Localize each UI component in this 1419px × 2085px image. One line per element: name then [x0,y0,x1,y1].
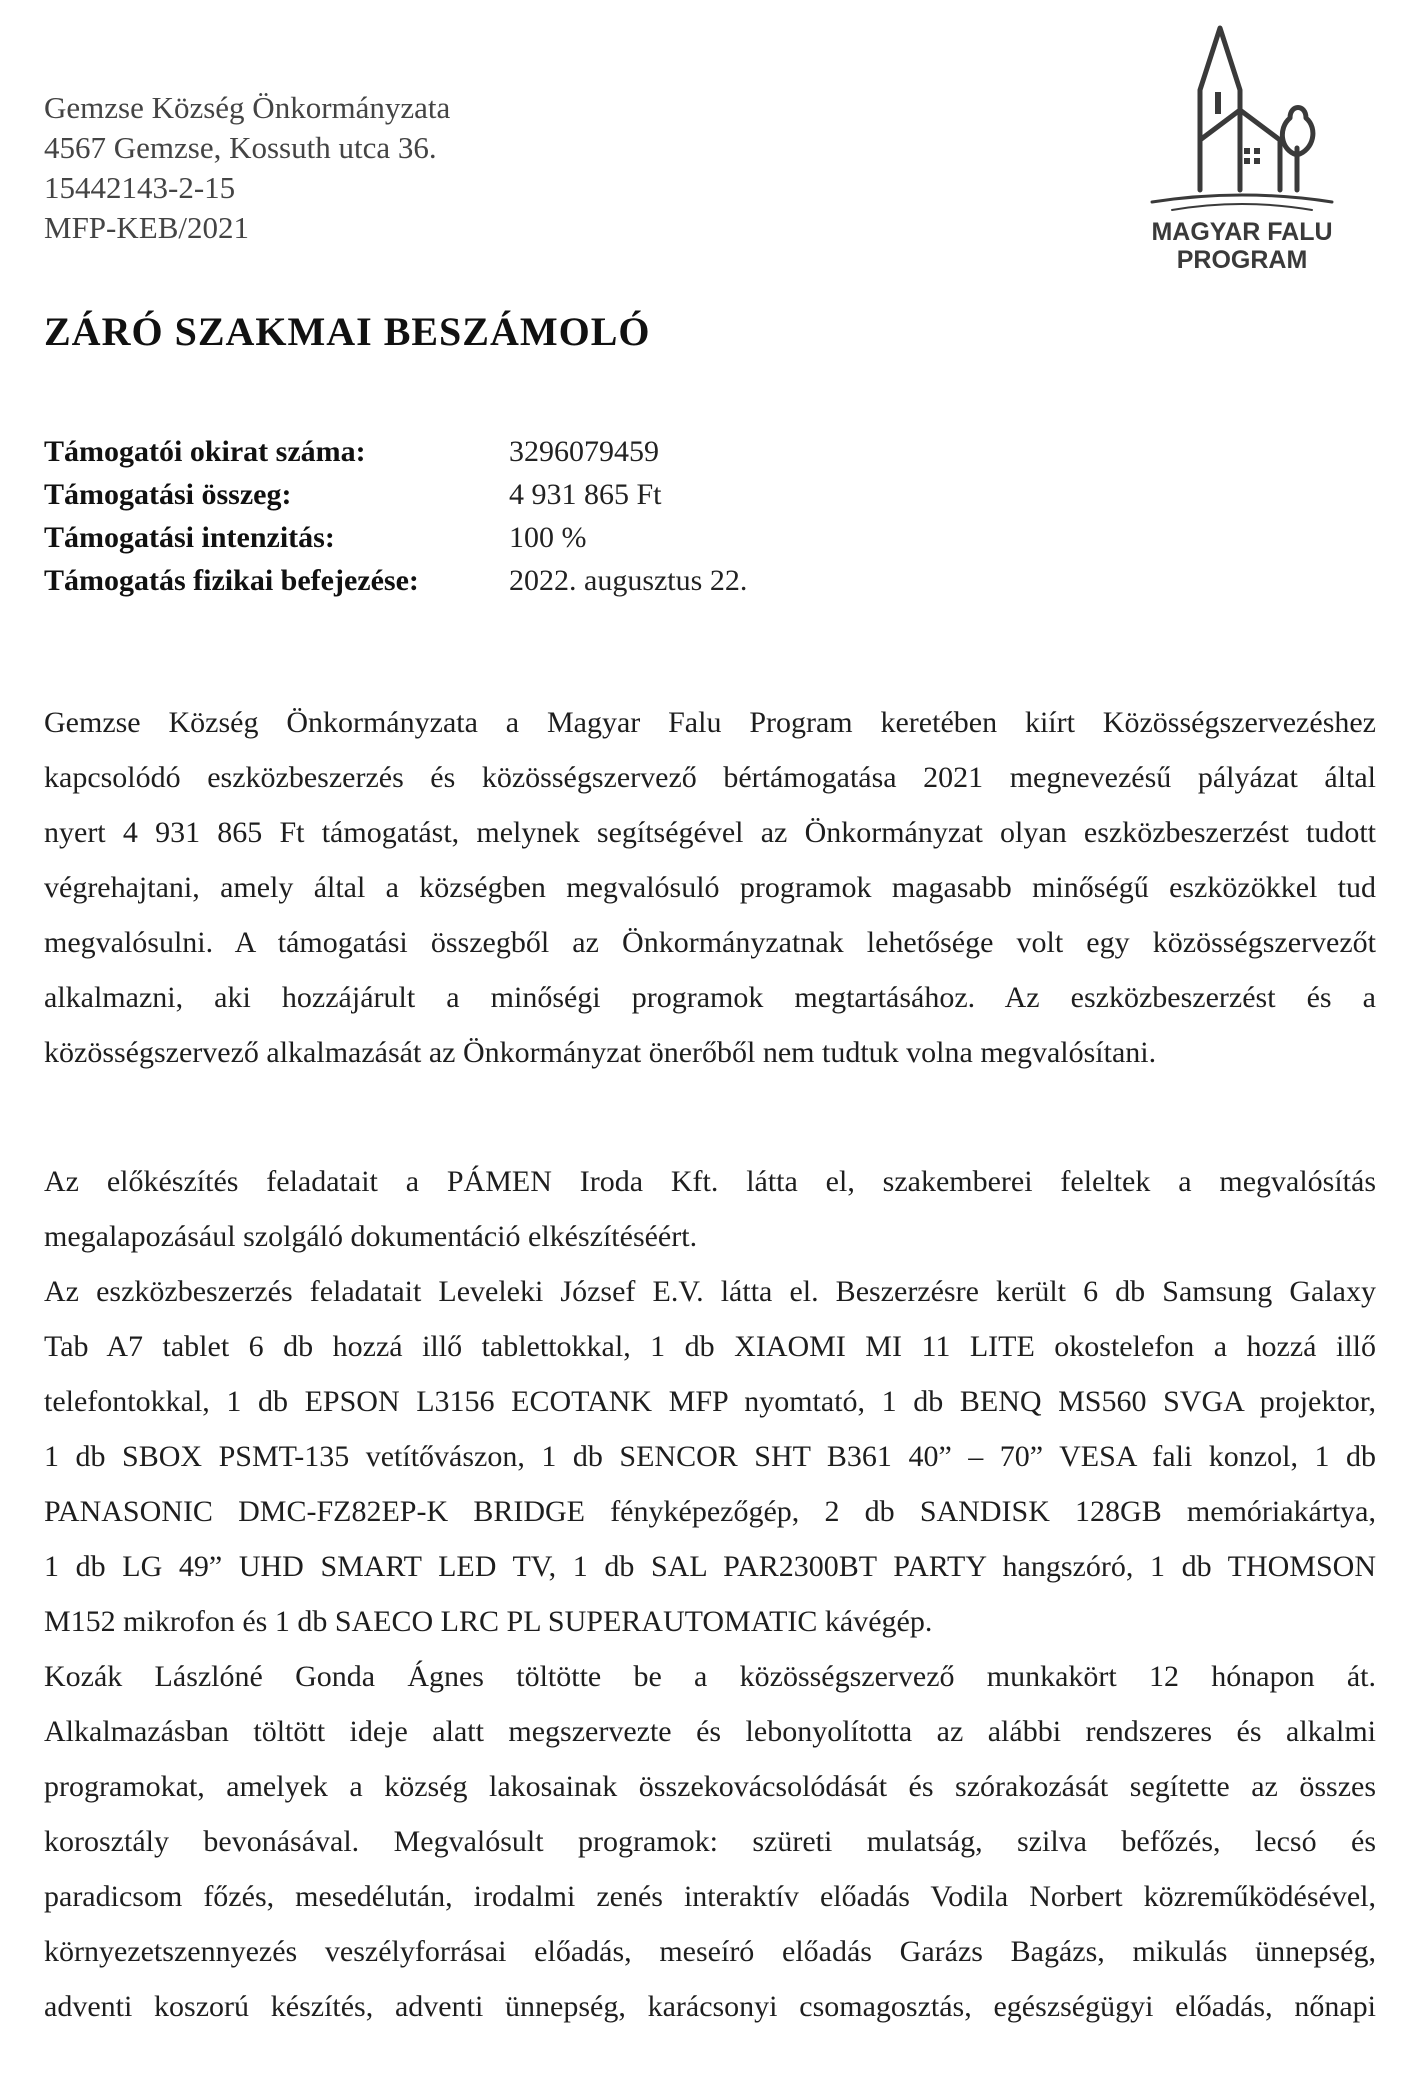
text-line: 1 db SBOX PSMT-135 vetítővászon, 1 db SENCOR SHT B361 40” – 70” VESA fali konzol, 1 db [44,1440,1376,1473]
tax-number: 15442143-2-15 [44,170,236,205]
info-value: 2022. augusztus 22. [509,564,748,597]
text-line: Alkalmazásban töltött ideje alatt megszervezte és lebonyolította az alábbi rendszeres és alkalmi [44,1715,1376,1748]
info-row [44,473,747,516]
reference-code: MFP-KEB/2021 [44,210,249,245]
text-line: közösségszervező alkalmazását az Önkormányzat önerőből nem tudtuk volna megvalósítani. [44,1036,1157,1069]
text-line: Gemzse Község Önkormányzata a Magyar Falu Program keretében kiírt Közösségszervezéshez [44,706,1376,739]
info-value: 4 931 865 Ft [509,478,662,511]
info-label: Támogatói okirat száma: [44,435,366,468]
info-row [44,559,747,602]
text-line: korosztály bevonásával. Megvalósult programok: szüreti mulatság, szilva befőzés, lecsó és [44,1825,1376,1858]
info-value: 100 % [509,521,587,554]
info-row [44,430,747,473]
text-line: Tab A7 tablet 6 db hozzá illő tablettokkal, 1 db XIAOMI MI 11 LITE okostelefon a hozzá illő [44,1330,1376,1363]
sender-name: Gemzse Község Önkormányzata [44,90,451,125]
logo-wordmark [1122,218,1362,274]
text-line: programokat, amelyek a község lakosainak összekovácsolódását és szórakozását segítette az összes [44,1770,1376,1803]
paragraph-details [44,1154,1376,2034]
text-line: végrehajtani, amely által a községben megvalósuló programok magasabb minőségű eszközökkel tud [44,871,1376,904]
info-value: 3296079459 [509,435,659,468]
text-line: PANASONIC DMC-FZ82EP-K BRIDGE fényképezőgép, 2 db SANDISK 128GB memóriakártya, [44,1495,1376,1528]
text-line: alkalmazni, aki hozzájárult a minőségi programok megtartásához. Az eszközbeszerzést és a [44,981,1376,1014]
paragraph-summary [44,695,1376,1080]
info-label: Támogatási összeg: [44,478,292,511]
grant-info-table [44,430,747,602]
info-label: Támogatási intenzitás: [44,521,335,554]
logo-line-1: MAGYAR FALU [1151,218,1333,246]
text-line: Az eszközbeszerzés feladatait Leveleki József E.V. látta el. Beszerzésre került 6 db Samsung Galaxy [44,1275,1376,1308]
text-line: környezetszennyezés veszélyforrásai előadás, meseíró előadás Garázs Bagázs, mikulás ünnepség, [44,1935,1376,1968]
sender-address: 4567 Gemzse, Kossuth utca 36. [44,130,437,165]
text-line: paradicsom főzés, mesedélután, irodalmi zenés interaktív előadás Vodila Norbert közreműködésével, [44,1880,1376,1913]
sender-address-block [44,88,450,248]
text-line: Az előkészítés feladatait a PÁMEN Iroda Kft. látta el, szakemberei feleltek a megvalósítás [44,1165,1376,1198]
text-line: kapcsolódó eszközbeszerzés és közösségszervező bértámogatása 2021 megnevezésű pályázat által [44,761,1376,794]
text-line: megalapozásául szolgáló dokumentáció elkészítéséért. [44,1220,698,1253]
text-line: megvalósulni. A támogatási összegből az Önkormányzatnak lehetősége volt egy közösségszervezőt [44,926,1376,959]
info-label: Támogatás fizikai befejezése: [44,564,419,597]
page-title: ZÁRÓ SZAKMAI BESZÁMOLÓ [44,309,651,354]
info-row [44,516,747,559]
text-line: M152 mikrofon és 1 db SAECO LRC PL SUPERAUTOMATIC kávégép. [44,1605,933,1638]
text-line: telefontokkal, 1 db EPSON L3156 ECOTANK MFP nyomtató, 1 db BENQ MS560 SVGA projektor, [44,1385,1376,1418]
text-line: 1 db LG 49” UHD SMART LED TV, 1 db SAL PAR2300BT PARTY hangszóró, 1 db THOMSON [44,1550,1376,1583]
text-line: nyert 4 931 865 Ft támogatást, melynek segítségével az Önkormányzat olyan eszközbeszerzést tudott [44,816,1376,849]
text-line: Kozák Lászlóné Gonda Ágnes töltötte be a közösségszervező munkakört 12 hónapon át. [44,1660,1376,1693]
logo-line-2: PROGRAM [1176,246,1308,274]
text-line: adventi koszorú készítés, adventi ünnepség, karácsonyi csomagosztás, egészségügyi előadás, nőnapi [44,1990,1376,2023]
